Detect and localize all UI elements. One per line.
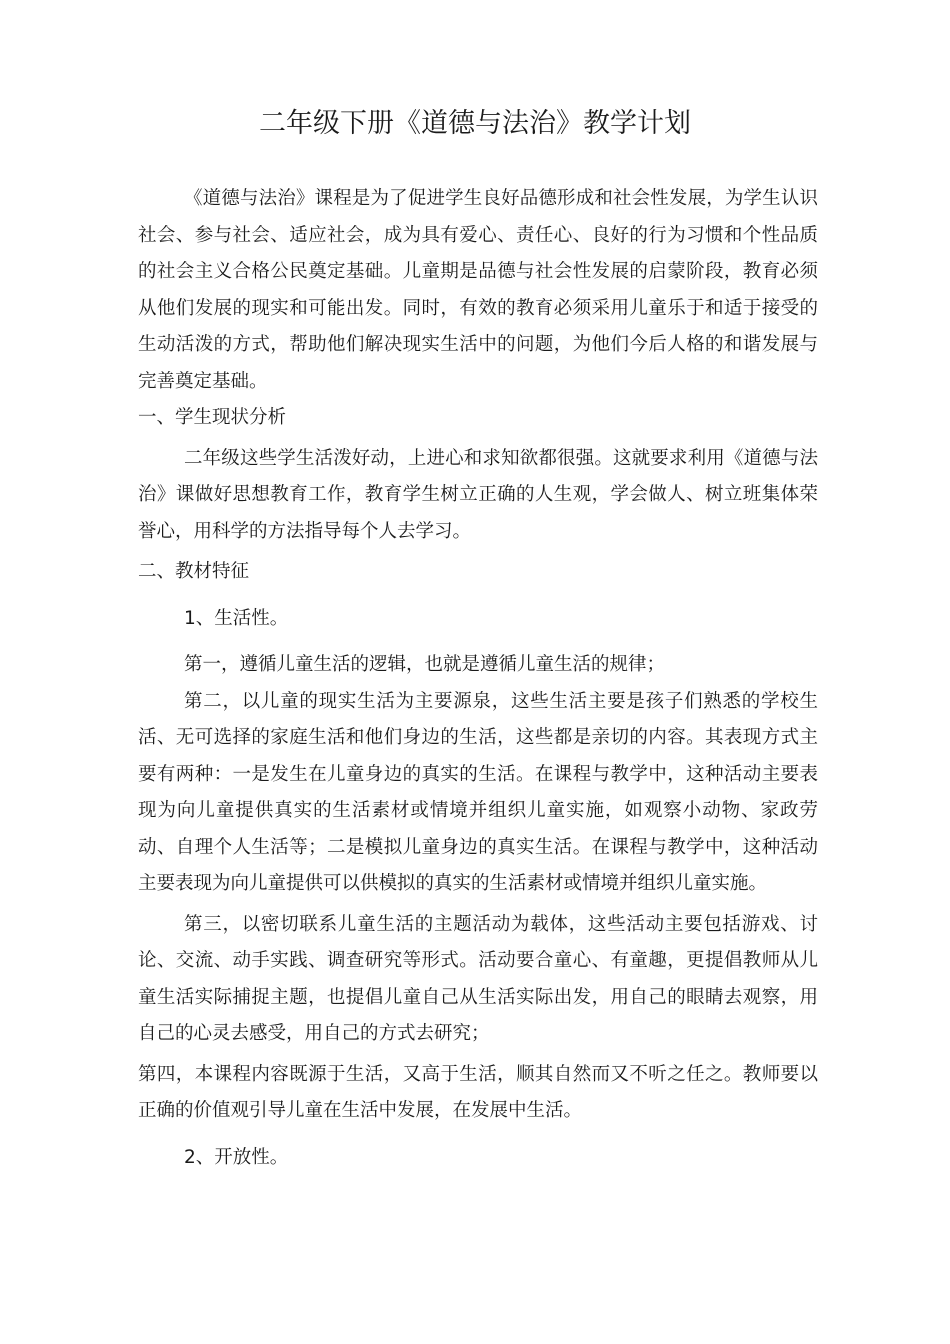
point-third-paragraph: 第三，以密切联系儿童生活的主题活动为载体，这些活动主要包括游戏、讨论、交流、动手实践、调查研究等形式。活动要合童心、有童趣，更提倡教师从儿童生活实际捕捉主题，也提倡儿童自己从生活实际出发，用自己的眼睛去观察，用自己的心灵去感受，用自己的方式去研究； [138,913,818,1044]
student-analysis-paragraph: 二年级这些学生活泼好动，上进心和求知欲都很强。这就要求利用《道德与法治》课做好思想教育工作，教育学生树立正确的人生观，学会做人、树立班集体荣誉心，用科学的方法指导每个人去学习。 [138,447,818,542]
subheading-life-nature: 1、生活性。 [184,607,289,629]
document-title: 二年级下册《道德与法治》教学计划 [259,108,691,139]
section-heading-student-analysis: 一、学生现状分析 [138,407,287,428]
subheading-openness: 2、开放性。 [184,1146,289,1168]
document-body [138,181,818,1176]
point-second-paragraph: 第二，以儿童的现实生活为主要源泉，这些生活主要是孩子们熟悉的学校生活、无可选择的家庭生活和他们身边的生活，这些都是亲切的内容。其表现方式主要有两种：一是发生在儿童身边的真实的生活。在课程与教学中，这种活动主要表现为向儿童提供真实的生活素材或情境并组织儿童实施，如观察小动物、家政劳动、自理个人生活等；二是模拟儿童身边的真实生活。在课程与教学中，这种活动主要表现为向儿童提供可以供模拟的真实的生活素材或情境并组织儿童实施。 [138,690,818,894]
point-first-paragraph: 第一，遵循儿童生活的逻辑，也就是遵循儿童生活的规律； [184,654,666,675]
point-fourth-paragraph: 第四，本课程内容既源于生活，又高于生活，顺其自然而又不听之任之。教师要以正确的价值观引导儿童在生活中发展，在发展中生活。 [138,1063,818,1121]
intro-paragraph: 《道德与法治》课程是为了促进学生良好品德形成和社会性发展，为学生认识社会、参与社会、适应社会，成为具有爱心、责任心、良好的行为习惯和个性品质的社会主义合格公民奠定基础。儿童期是品德与社会性发展的启蒙阶段，教育必须从他们发展的现实和可能出发。同时，有效的教育必须采用儿童乐于和适于接受的生动活泼的方式，帮助他们解决现实生活中的问题，为他们今后人格的和谐发展与完善奠定基础。 [138,188,818,392]
section-heading-textbook-features: 二、教材特征 [138,561,250,582]
